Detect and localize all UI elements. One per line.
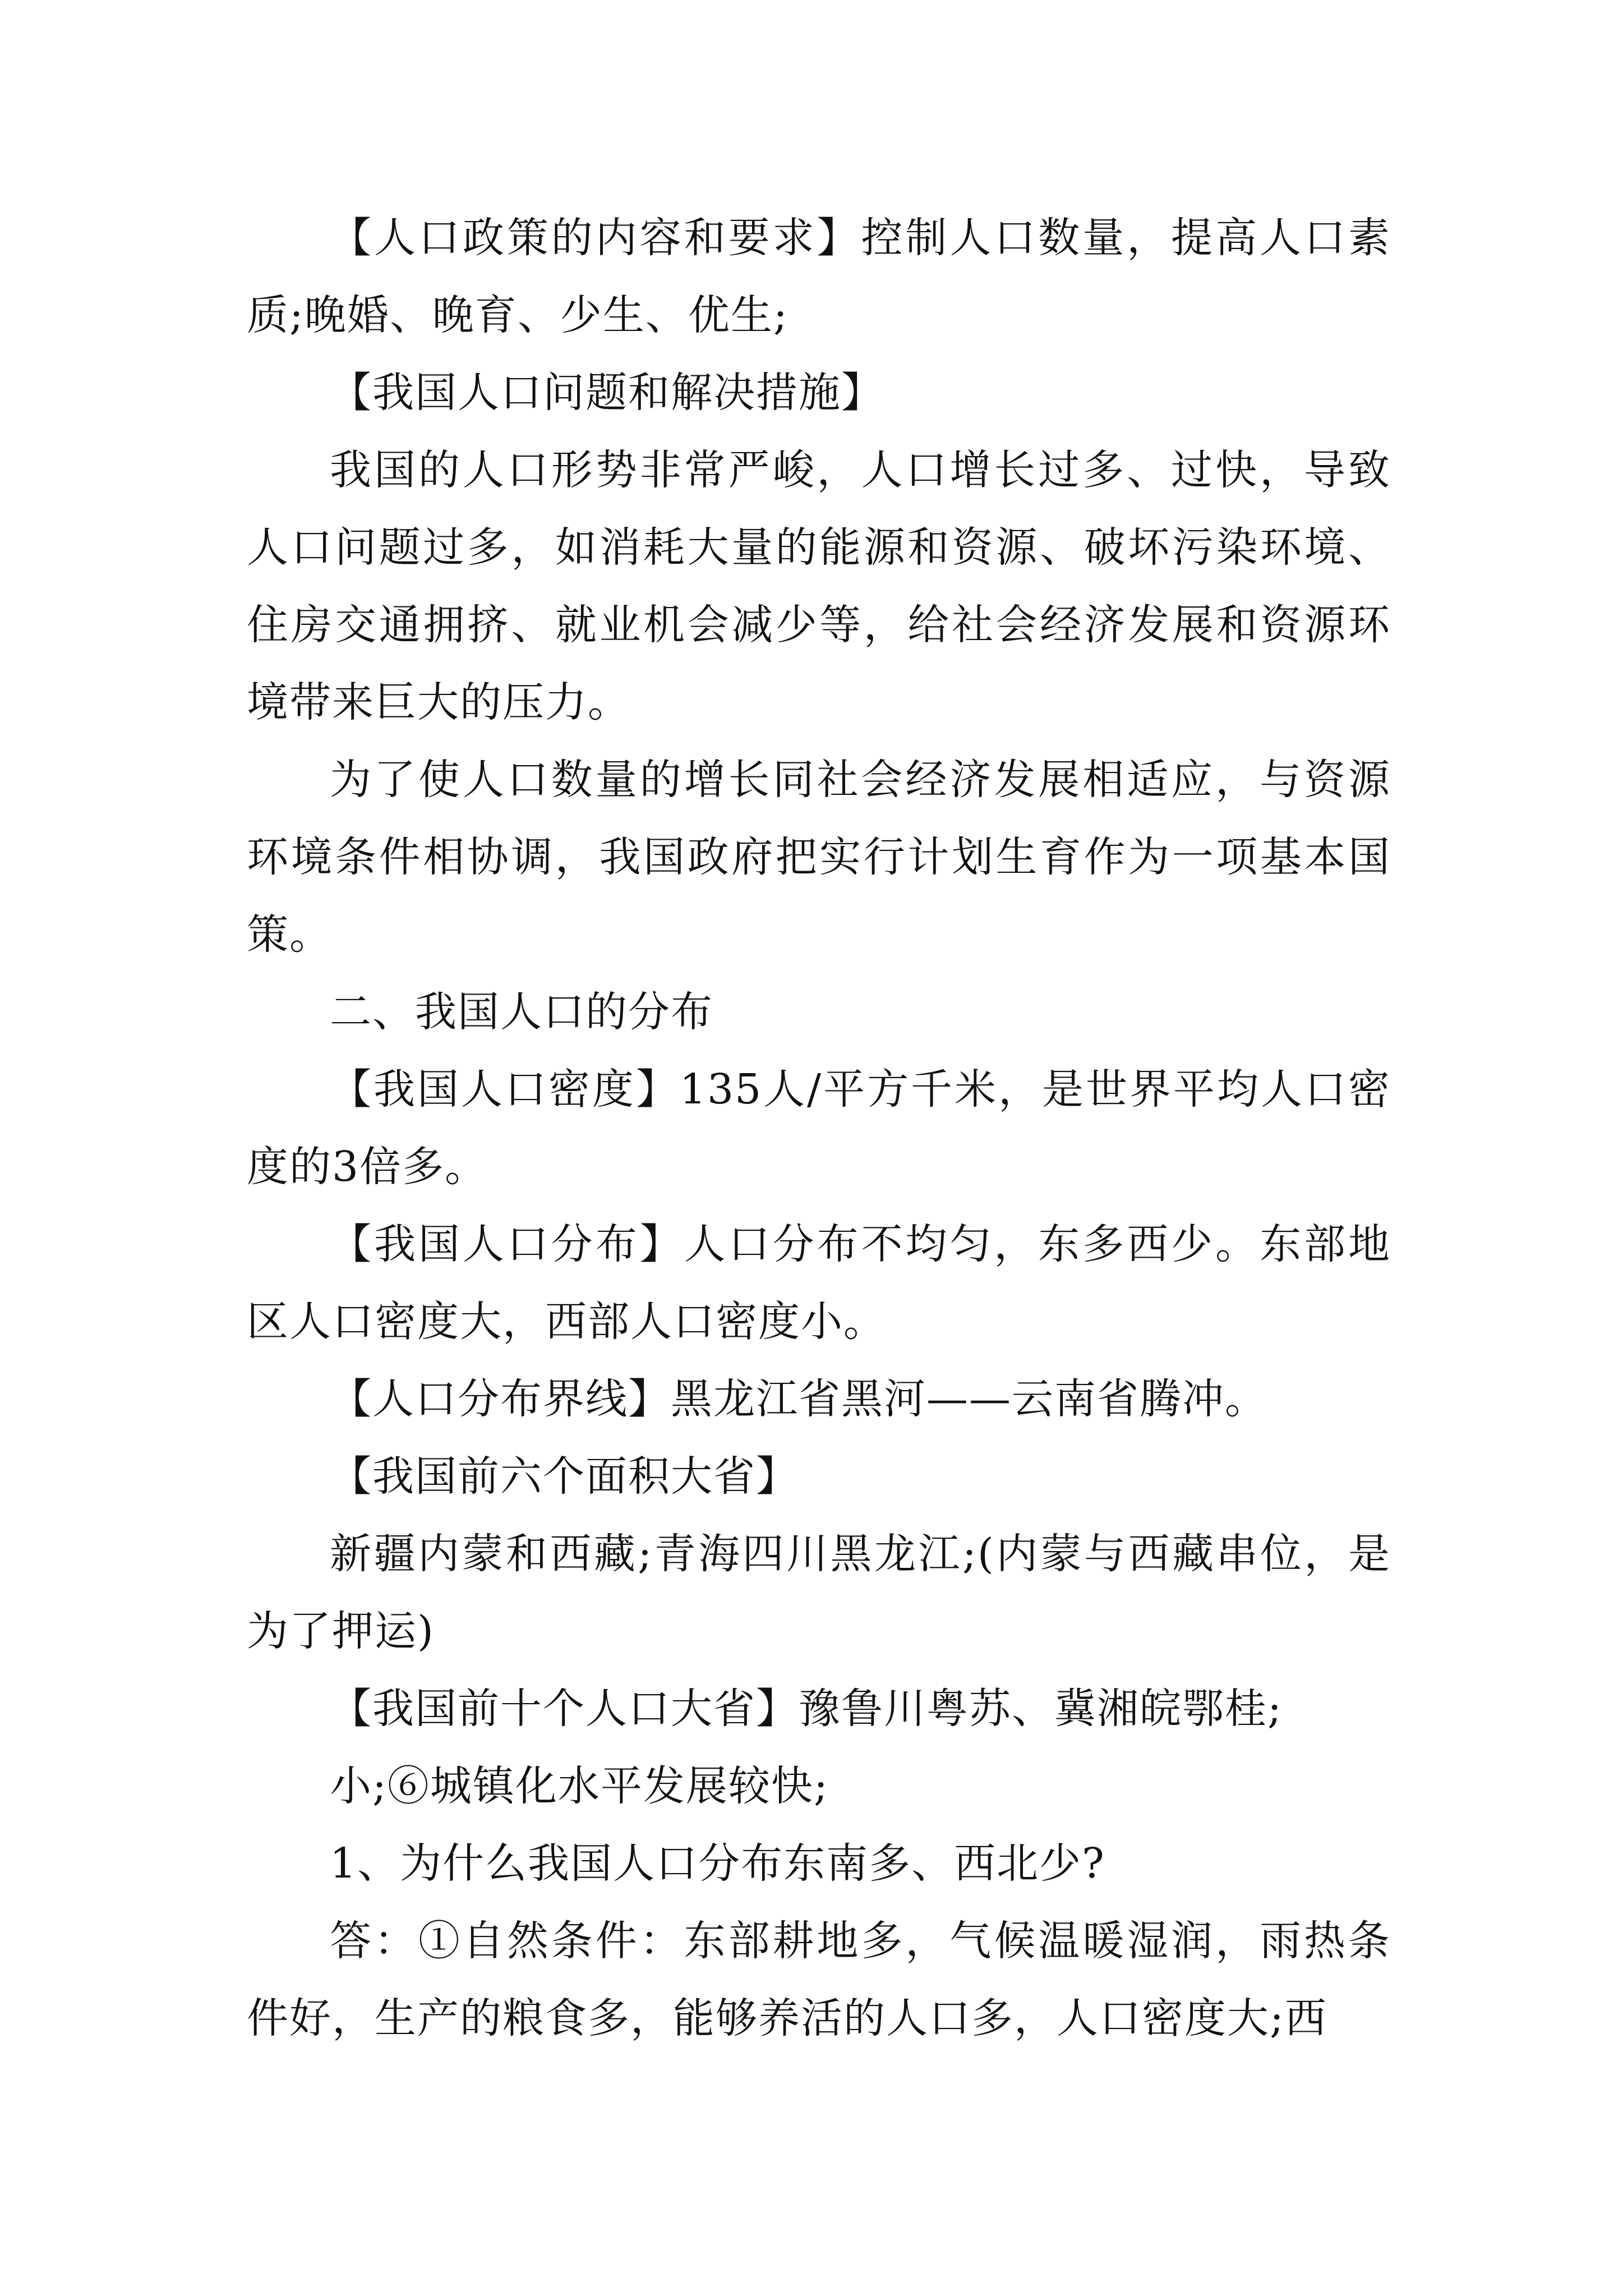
paragraph-largest-provinces-mnemonic: 新疆内蒙和西藏;青海四川黑龙江;(内蒙与西藏串位，是为了押运) (247, 1530, 1391, 1655)
paragraph-family-planning: 为了使人口数量的增长同社会经济发展相适应，与资源环境条件相协调，我国政府把实行计划生育作为一项基本国策。 (247, 756, 1391, 959)
paragraph-population-situation: 我国的人口形势非常严峻，人口增长过多、过快，导致人口问题过多，如消耗大量的能源和资源、破坏污染环境、住房交通拥挤、就业机会减少等，给社会经济发展和资源环境带来巨大的压力。 (247, 446, 1391, 726)
paragraph-population-density: 【我国人口密度】135人/平方千米，是世界平均人口密度的3倍多。 (247, 1065, 1391, 1191)
heading-population-problems: 【我国人口问题和解决措施】 (330, 369, 884, 417)
paragraph-urbanization: 小;⑥城镇化水平发展较快; (330, 1762, 829, 1810)
heading-largest-provinces: 【我国前六个面积大省】 (330, 1452, 799, 1501)
paragraph-distribution-line: 【人口分布界线】黑龙江省黑河——云南省腾冲。 (330, 1375, 1267, 1423)
document-body (247, 199, 1391, 2057)
answer-distribution-reason: 答：①自然条件：东部耕地多，气候温暖湿润，雨热条件好，生产的粮食多，能够养活的人口多，人口密度大;西 (247, 1917, 1391, 2042)
paragraph-most-populous-provinces: 【我国前十个人口大省】豫鲁川粤苏、冀湘皖鄂桂; (330, 1685, 1283, 1733)
question-distribution-reason: 1、为什么我国人口分布东南多、西北少? (330, 1839, 1105, 1888)
paragraph-population-distribution: 【我国人口分布】人口分布不均匀，东多西少。东部地区人口密度大，西部人口密度小。 (247, 1220, 1391, 1346)
paragraph-population-policy: 【人口政策的内容和要求】控制人口数量，提高人口素质;晚婚、晚育、少生、优生; (247, 214, 1391, 339)
heading-population-distribution: 二、我国人口的分布 (330, 988, 713, 1036)
